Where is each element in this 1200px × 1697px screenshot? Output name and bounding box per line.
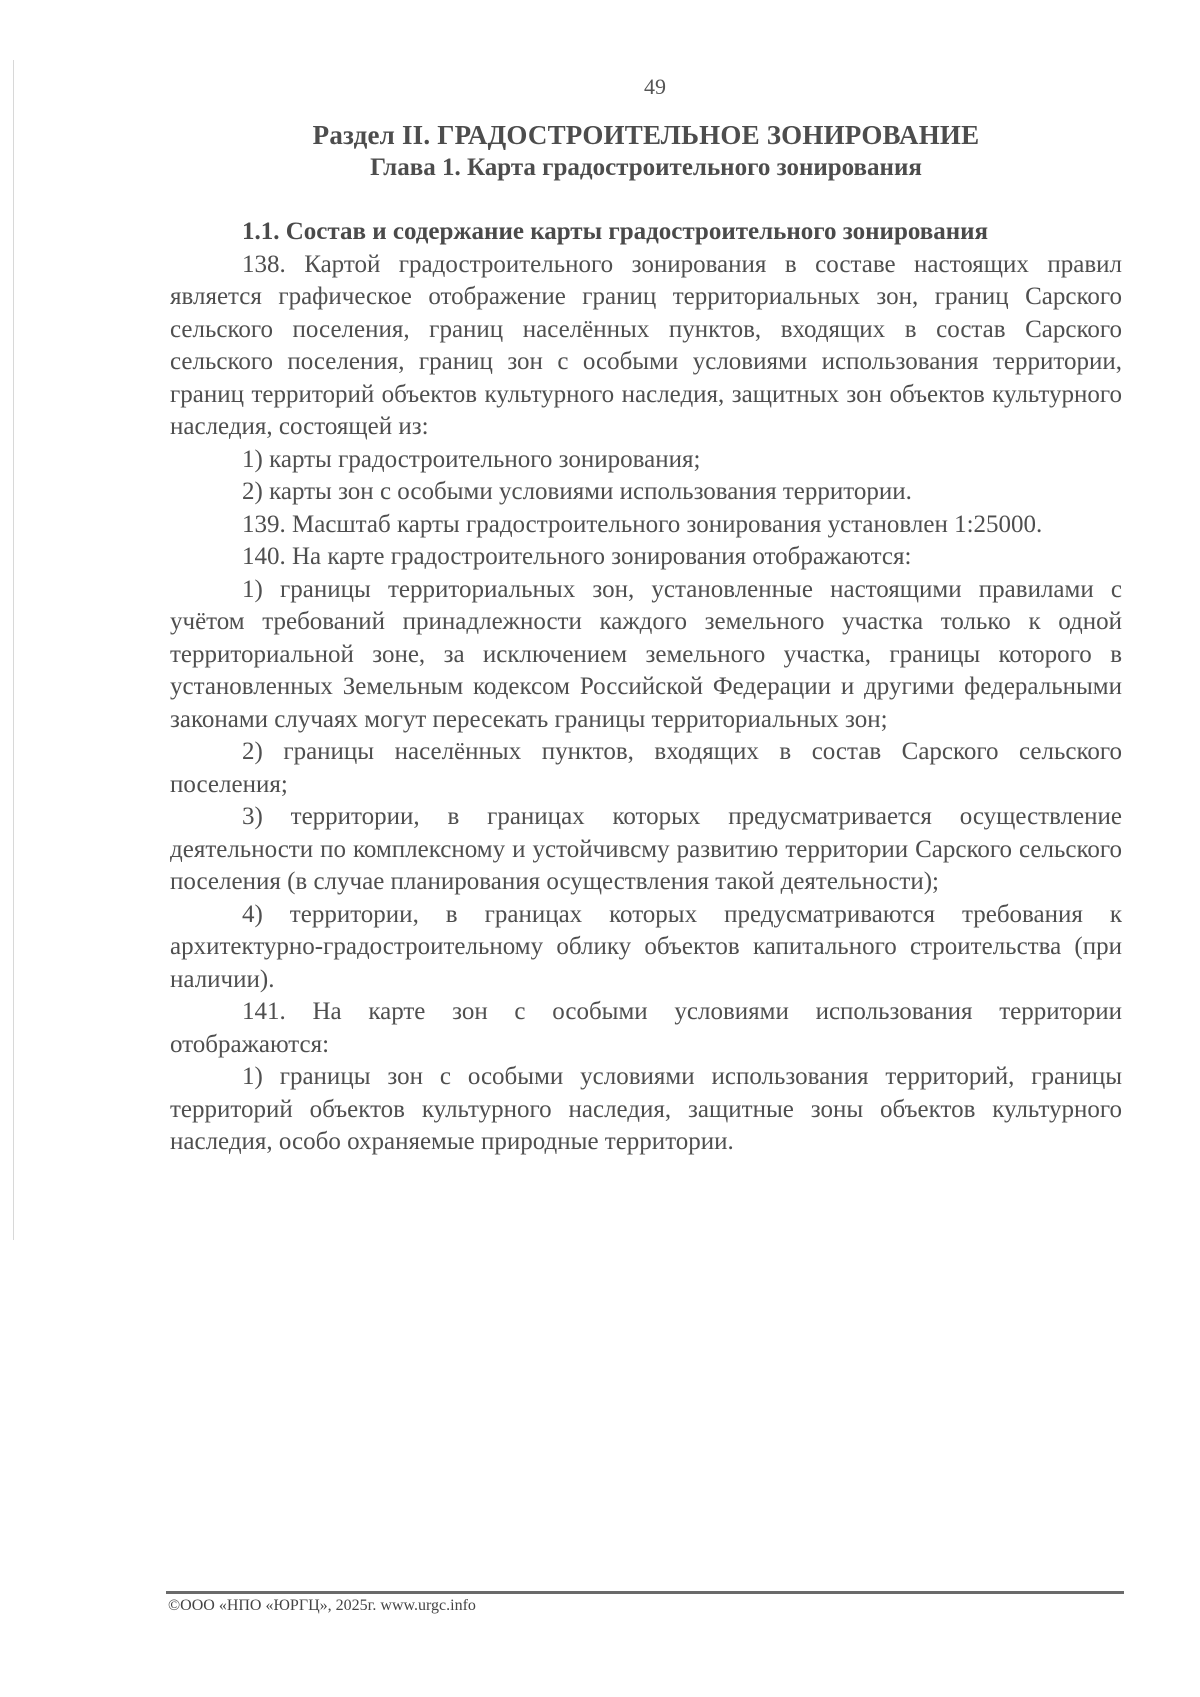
document-body — [170, 216, 1122, 1159]
list-item-140-4: 4) территории, в границах которых предусматриваются требования к архитектурно-градостроительному облику объектов капитального строительства (при наличии). — [170, 900, 1122, 993]
list-item-138-2: 2) карты зон с особыми условиями использования территории. — [242, 478, 912, 505]
footer-copyright: ©ООО «НПО «ЮРГЦ», 2025г. www.urgc.info — [168, 1597, 476, 1614]
list-item-138-1: 1) карты градостроительного зонирования; — [242, 445, 701, 473]
list-item-141-1: 1) границы зон с особыми условиями использования территорий, границы территорий объектов культурного наследия, защитные зоны объектов культурного наследия, особо охраняемые природные территории. — [170, 1063, 1122, 1155]
chapter-title: Глава 1. Карта градостроительного зонирования — [370, 154, 922, 181]
list-item-140-1: 1) границы территориальных зон, установленные настоящими правилами с учётом требований принадлежности каждого земельного участка только к одной территориальной зоне, за исключением земельного участка, границы которого в установленных Земельным кодексом Российской Федерации и другими федеральными законами случаях могут пересекать границы территориальных зон; — [170, 575, 1122, 733]
list-item-140-2: 2) границы населённых пунктов, входящих в состав Сарского сельского поселения; — [170, 738, 1122, 798]
subsection-title: 1.1. Состав и содержание карты градостроительного зонирования — [242, 218, 989, 245]
page-number: 49 — [644, 74, 666, 99]
paragraph-139: 139. Масштаб карты градостроительного зонирования установлен 1:25000. — [242, 510, 1043, 538]
paragraph-140: 140. На карте градостроительного зонирования отображаются: — [242, 543, 912, 570]
scan-edge-line — [13, 60, 14, 1240]
list-item-140-3: 3) территории, в границах которых предусматривается осуществление деятельности по комплексному и устойчивсму развитию территории Сарского сельского поселения (в случае планирования осуществления такой деятельности); — [170, 803, 1122, 895]
section-title: Раздел II. ГРАДОСТРОИТЕЛЬНОЕ ЗОНИРОВАНИЕ — [312, 120, 980, 150]
paragraph-141: 141. На карте зон с особыми условиями использования территории отображаются: — [170, 998, 1122, 1058]
headings-block — [170, 118, 1122, 184]
footer-divider — [166, 1591, 1124, 1594]
paragraph-138: 138. Картой градостроительного зонирования в составе настоящих правил является графическое отображение границ территориальных зон, границ Сарского сельского поселения, границ населённых пунктов, входящих в состав Сарского сельского поселения, границ зон с особыми условиями использования территории, границ территорий объектов культурного наследия, защитных зон объектов культурного наследия, состоящей из: — [170, 250, 1122, 440]
